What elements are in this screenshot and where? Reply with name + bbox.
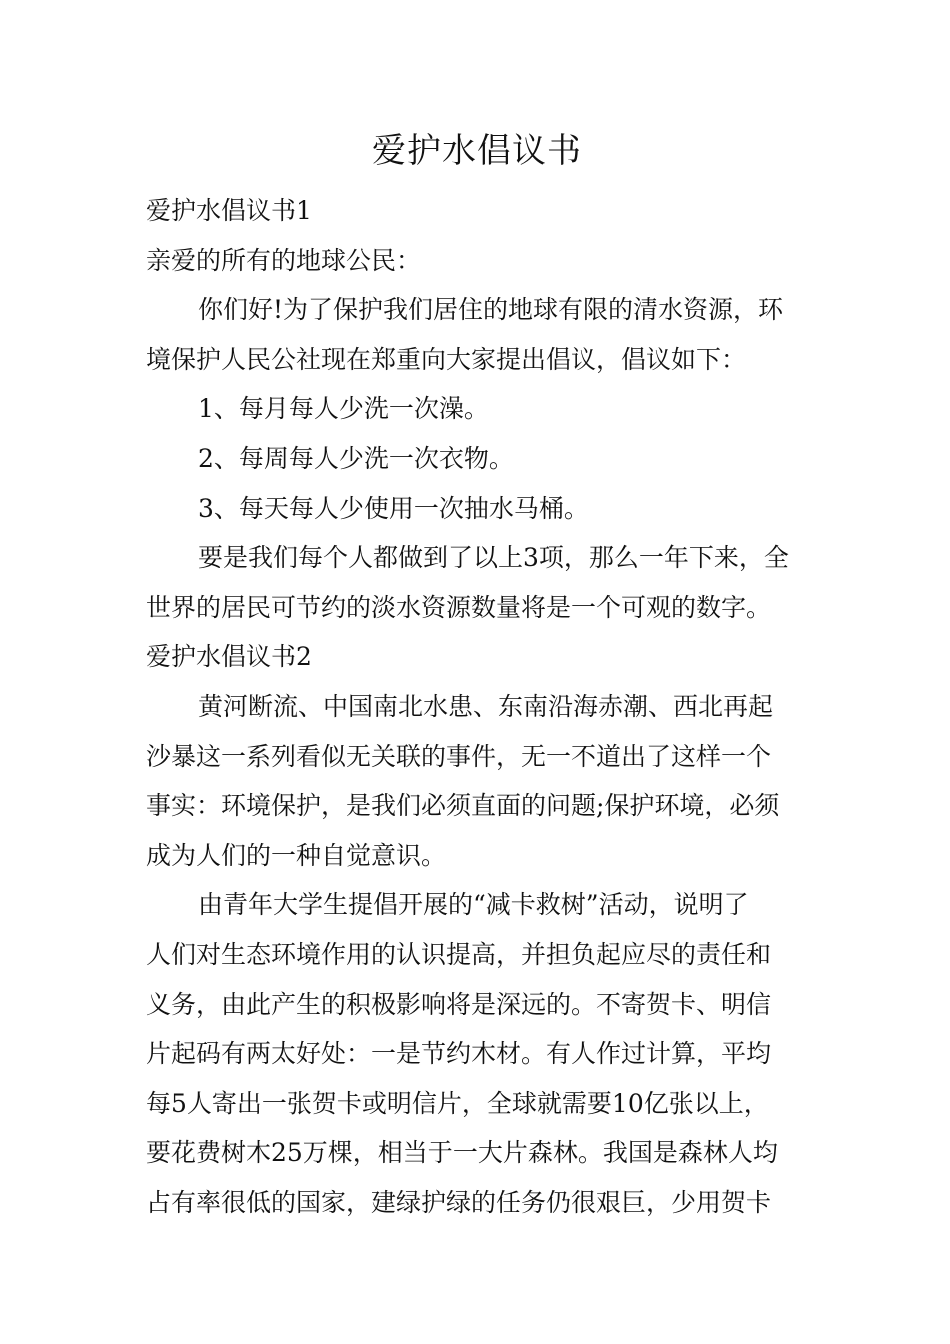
text-line: 亲爱的所有的地球公民：: [146, 245, 422, 275]
text-line: 爱护水倡议书2: [146, 642, 312, 672]
text-line: 沙暴这一系列看似无关联的事件，无一不道出了这样一个: [146, 741, 772, 771]
document-title: 爱护水倡议书: [372, 131, 582, 171]
text-line: 片起码有两太好处：一是节约木材。有人作过计算，平均: [146, 1039, 772, 1069]
text-line: 由青年大学生提倡开展的“减卡救树”活动，说明了: [198, 890, 749, 920]
text-line: 人们对生态环境作用的认识提高，并担负起应尽的责任和: [146, 939, 772, 969]
text-line: 黄河断流、中国南北水患、东南沿海赤潮、西北再起: [198, 691, 774, 721]
text-line: 爱护水倡议书1: [146, 196, 312, 225]
text-line: 境保护人民公社现在郑重向大家提出倡议，倡议如下：: [146, 344, 747, 374]
document-body: [146, 186, 808, 1227]
text-line: 要花费树木25万棵，相当于一大片森林。我国是森林人均: [146, 1138, 778, 1168]
text-line: 世界的居民可节约的淡水资源数量将是一个可观的数字。: [146, 592, 772, 622]
text-line: 占有率很低的国家，建绿护绿的任务仍很艰巨，少用贺卡: [146, 1187, 772, 1217]
text-line: 1、每月每人少洗一次澡。: [198, 394, 489, 424]
text-line: 你们好!为了保护我们居住的地球有限的清水资源，环: [198, 295, 784, 325]
text-line: 要是我们每个人都做到了以上3项，那么一年下来，全: [198, 543, 789, 573]
text-line: 3、每天每人少使用一次抽水马桶。: [198, 493, 589, 523]
text-line: 成为人们的一种自觉意识。: [146, 840, 447, 870]
text-line: 义务，由此产生的积极影响将是深远的。不寄贺卡、明信: [146, 989, 772, 1019]
text-line: 事实：环境保护，是我们必须直面的问题;保护环境，必须: [146, 791, 780, 821]
text-line: 每5人寄出一张贺卡或明信片，全球就需要10亿张以上，: [146, 1088, 769, 1118]
text-line: 2、每周每人少洗一次衣物。: [198, 443, 514, 473]
